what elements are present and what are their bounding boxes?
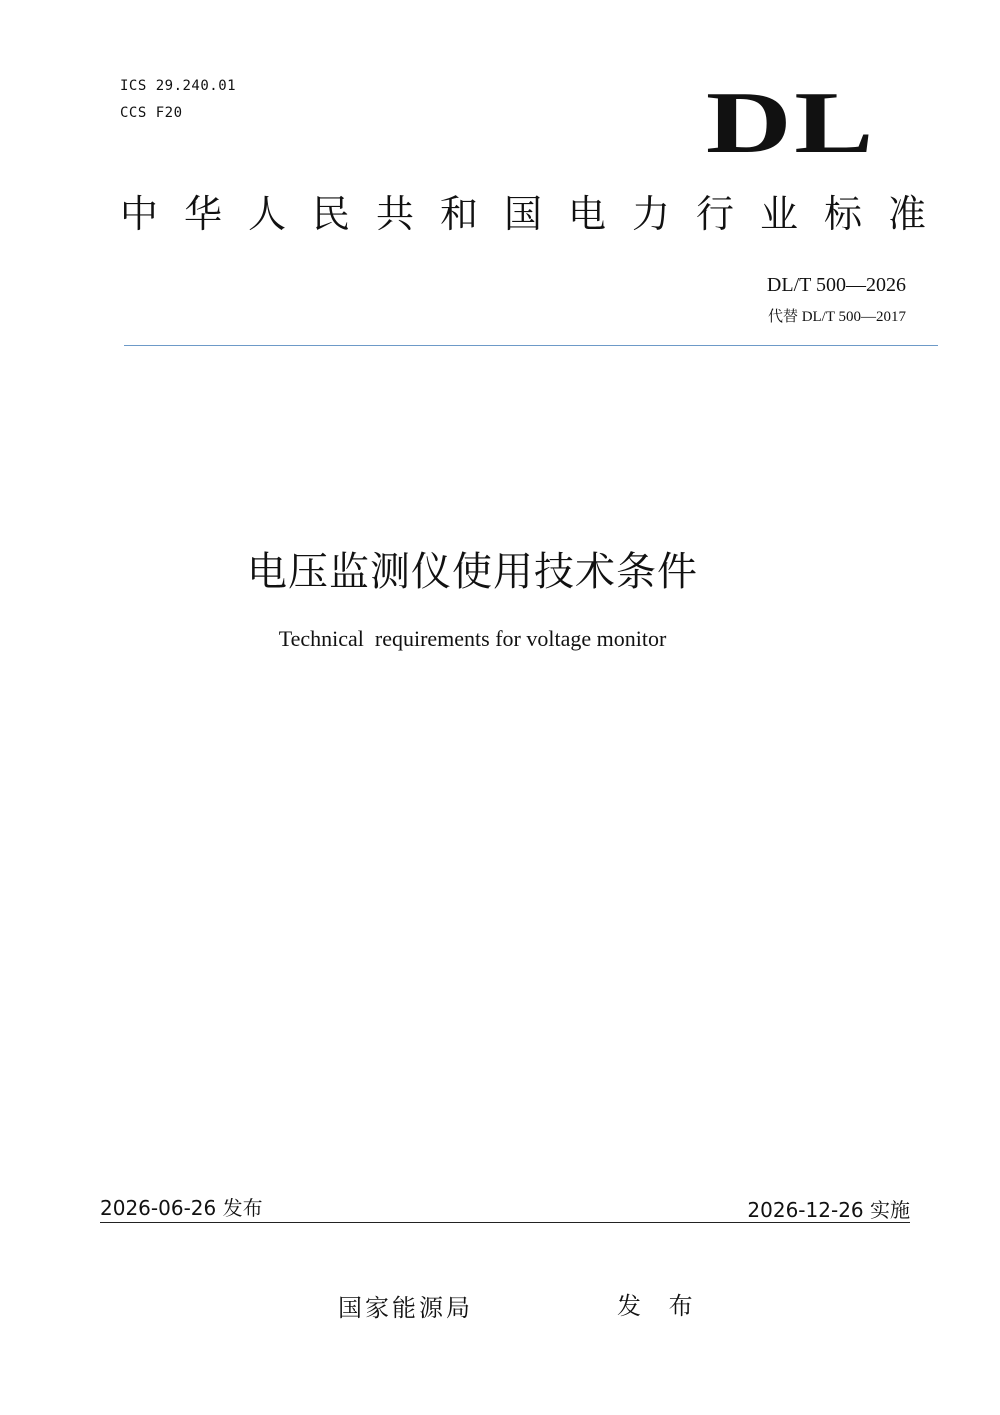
ccs-code: CCS F20 xyxy=(120,105,183,121)
header-divider xyxy=(124,345,938,346)
footer-divider xyxy=(100,1222,910,1223)
issue-date: 2026-06-26 发布 xyxy=(100,1196,263,1220)
issue-label: 发 布 xyxy=(617,1292,703,1320)
ics-code: ICS 29.240.01 xyxy=(120,78,237,94)
document-title-chinese: 电压监测仪使用技术条件 xyxy=(247,549,698,595)
industry-standard-title: 中华人民共和国电力行业标准 xyxy=(120,192,953,236)
dl-logo: DL xyxy=(705,75,876,172)
replaces-standard: 代替 DL/T 500—2017 xyxy=(767,309,906,325)
issuing-authority: 国家能源局 xyxy=(338,1294,473,1322)
standard-number: DL/T 500—2026 xyxy=(766,274,906,296)
document-title-english: Technical requirements for voltage monitor xyxy=(278,626,667,651)
implementation-date: 2026-12-26 实施 xyxy=(747,1198,910,1222)
